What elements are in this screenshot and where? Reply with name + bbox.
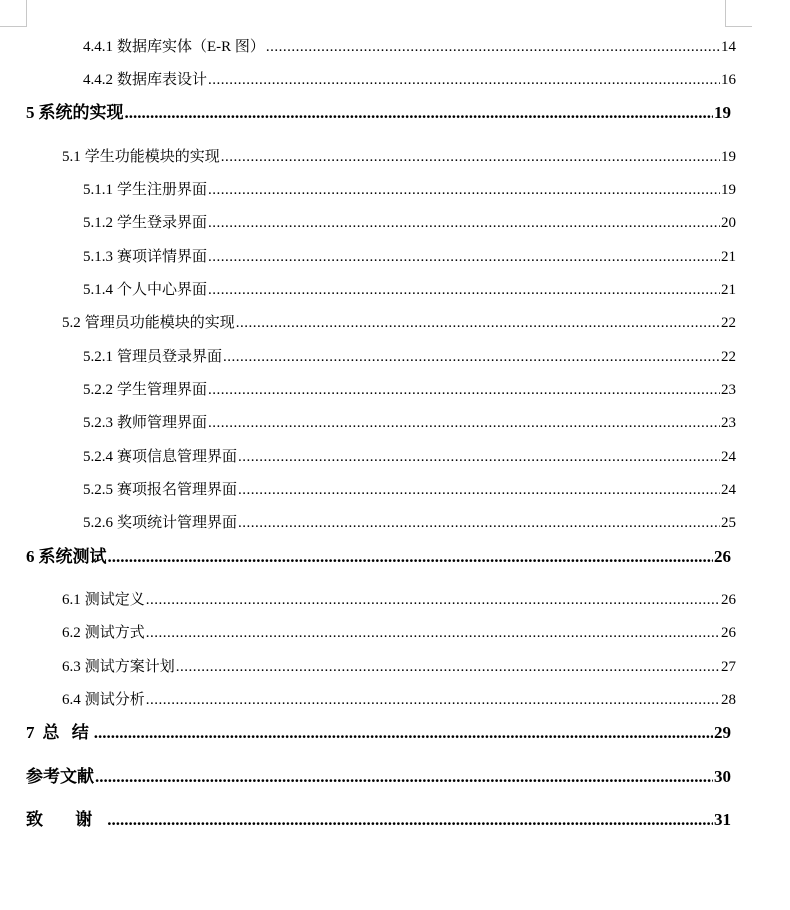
toc-entry-label bbox=[83, 512, 237, 534]
toc-entry-label bbox=[83, 412, 207, 434]
toc-entry-page: 21 bbox=[721, 282, 736, 298]
toc-entry-title: 个人中心界面 bbox=[117, 282, 208, 298]
dot-leader bbox=[107, 809, 713, 831]
toc-entry-page: 26 bbox=[721, 625, 736, 641]
dot-leader bbox=[208, 246, 720, 268]
toc-entry[interactable] bbox=[83, 379, 736, 401]
toc-entry-title: 总 结 bbox=[42, 723, 93, 742]
toc-entry[interactable] bbox=[83, 36, 736, 58]
dot-leader bbox=[208, 279, 720, 301]
toc-chapter-entry[interactable] bbox=[26, 102, 731, 124]
toc-entry-number: 5.2.5 bbox=[83, 482, 113, 498]
toc-entry[interactable] bbox=[83, 512, 736, 534]
toc-entry-page: 14 bbox=[721, 39, 736, 55]
toc-entry[interactable] bbox=[83, 446, 736, 468]
toc-entry-title: 奖项统计管理界面 bbox=[117, 515, 238, 531]
toc-entry[interactable] bbox=[83, 346, 736, 368]
toc-entry-number: 6 bbox=[26, 547, 35, 566]
dot-leader bbox=[125, 102, 714, 124]
dot-leader bbox=[238, 446, 720, 468]
toc-entry-title: 参考文献 bbox=[26, 767, 94, 786]
toc-entry-label bbox=[83, 279, 207, 301]
toc-entry-label bbox=[26, 102, 124, 124]
toc-chapter-entry[interactable] bbox=[26, 546, 731, 568]
toc-entry-page: 23 bbox=[721, 382, 736, 398]
toc-entry-number: 6.2 bbox=[62, 625, 81, 641]
toc-entry-number: 5.1.3 bbox=[83, 249, 113, 265]
toc-entry-label bbox=[26, 809, 106, 831]
toc-entry-title: 系统测试 bbox=[38, 547, 107, 566]
toc-entry-number: 5.1 bbox=[62, 149, 81, 165]
toc-entry-page: 20 bbox=[721, 215, 736, 231]
toc-entry-label bbox=[62, 689, 145, 711]
dot-leader bbox=[146, 589, 720, 611]
toc-entry-title: 数据库实体（E-R 图） bbox=[117, 39, 265, 55]
dot-leader bbox=[108, 546, 714, 568]
toc-entry-number: 5.2.3 bbox=[83, 415, 113, 431]
toc-entry-page: 16 bbox=[721, 72, 736, 88]
toc-entry-page: 19 bbox=[721, 182, 736, 198]
toc-entry-label bbox=[83, 446, 237, 468]
toc-entry-number: 5.1.1 bbox=[83, 182, 113, 198]
dot-leader bbox=[208, 69, 720, 91]
toc-entry-title: 赛项信息管理界面 bbox=[117, 449, 238, 465]
toc-entry-label bbox=[83, 246, 207, 268]
toc-entry-label bbox=[83, 479, 237, 501]
toc-entry-title: 测试分析 bbox=[84, 692, 145, 708]
toc-entry-page: 27 bbox=[721, 659, 736, 675]
toc-entry-number: 5.2.6 bbox=[83, 515, 113, 531]
toc-entry-number: 5 bbox=[26, 103, 35, 122]
dot-leader bbox=[221, 146, 720, 168]
toc-entry-label bbox=[83, 36, 265, 58]
toc-entry-title: 教师管理界面 bbox=[117, 415, 208, 431]
toc-entry-number: 5.1.2 bbox=[83, 215, 113, 231]
dot-leader bbox=[208, 179, 720, 201]
toc-entry-page: 26 bbox=[721, 592, 736, 608]
toc-entry-title: 数据库表设计 bbox=[117, 72, 208, 88]
toc-entry-label bbox=[62, 312, 235, 334]
toc-entry-page: 29 bbox=[714, 723, 731, 742]
toc-entry-page: 25 bbox=[721, 515, 736, 531]
toc-entry-page: 24 bbox=[721, 482, 736, 498]
toc-entry-label bbox=[83, 212, 207, 234]
toc-entry-page: 22 bbox=[721, 315, 736, 331]
toc-entry-label bbox=[26, 722, 93, 744]
toc-entry-number: 6.1 bbox=[62, 592, 81, 608]
dot-leader bbox=[208, 212, 720, 234]
toc-entry[interactable] bbox=[83, 69, 736, 91]
toc-entry-page: 21 bbox=[721, 249, 736, 265]
toc-entry-page: 28 bbox=[721, 692, 736, 708]
toc-entry-label bbox=[83, 69, 207, 91]
toc-entry[interactable] bbox=[83, 479, 736, 501]
toc-entry[interactable] bbox=[83, 279, 736, 301]
dot-leader bbox=[176, 656, 720, 678]
dot-leader bbox=[238, 479, 720, 501]
toc-entry-page: 24 bbox=[721, 449, 736, 465]
dot-leader bbox=[146, 622, 720, 644]
toc-entry-page: 23 bbox=[721, 415, 736, 431]
dot-leader bbox=[223, 346, 720, 368]
toc-entry-title: 致 谢 bbox=[26, 810, 107, 829]
page-corner-mark-top-left bbox=[0, 0, 27, 27]
toc-entry-title: 赛项报名管理界面 bbox=[117, 482, 238, 498]
dot-leader bbox=[236, 312, 720, 334]
toc-entry-page: 30 bbox=[714, 767, 731, 786]
toc-entry-page: 22 bbox=[721, 349, 736, 365]
toc-entry[interactable] bbox=[62, 656, 736, 678]
toc-entry-number: 6.3 bbox=[62, 659, 81, 675]
toc-entry-number: 5.1.4 bbox=[83, 282, 113, 298]
dot-leader bbox=[238, 512, 720, 534]
toc-entry-label bbox=[62, 589, 145, 611]
toc-entry-title: 测试定义 bbox=[84, 592, 145, 608]
toc-entry[interactable] bbox=[83, 212, 736, 234]
toc-entry-number: 5.2.2 bbox=[83, 382, 113, 398]
toc-entry[interactable] bbox=[62, 589, 736, 611]
toc-entry-title: 学生管理界面 bbox=[117, 382, 208, 398]
toc-entry[interactable] bbox=[62, 146, 736, 168]
toc-entry[interactable] bbox=[83, 246, 736, 268]
toc-entry-page: 19 bbox=[714, 103, 731, 122]
toc-entry-title: 学生登录界面 bbox=[117, 215, 208, 231]
toc-entry[interactable] bbox=[62, 312, 736, 334]
dot-leader bbox=[95, 766, 713, 788]
toc-entry-title: 学生功能模块的实现 bbox=[84, 149, 220, 165]
page-corner-mark-top-right bbox=[725, 0, 752, 27]
toc-entry-number: 5.2 bbox=[62, 315, 81, 331]
toc-entry-title: 管理员登录界面 bbox=[117, 349, 223, 365]
dot-leader bbox=[208, 412, 720, 434]
toc-entry-number: 5.2.4 bbox=[83, 449, 113, 465]
toc-entry-number: 4.4.1 bbox=[83, 39, 113, 55]
toc-entry-number: 7 bbox=[26, 723, 39, 742]
toc-entry-title: 赛项详情界面 bbox=[117, 249, 208, 265]
toc-entry-title: 管理员功能模块的实现 bbox=[84, 315, 235, 331]
toc-entry[interactable] bbox=[83, 179, 736, 201]
toc-entry-label bbox=[83, 179, 207, 201]
toc-entry-label bbox=[26, 546, 107, 568]
toc-entry-label bbox=[62, 146, 220, 168]
toc-entry-title: 测试方案计划 bbox=[84, 659, 175, 675]
toc-entry-label bbox=[62, 656, 175, 678]
dot-leader bbox=[146, 689, 720, 711]
toc-entry-label bbox=[83, 379, 207, 401]
toc-entry[interactable] bbox=[83, 412, 736, 434]
toc-entry[interactable] bbox=[62, 689, 736, 711]
toc-entry-title: 学生注册界面 bbox=[117, 182, 208, 198]
toc-entry-title: 系统的实现 bbox=[38, 103, 124, 122]
toc-chapter-entry[interactable] bbox=[26, 722, 731, 744]
toc-entry-number: 6.4 bbox=[62, 692, 81, 708]
dot-leader bbox=[94, 722, 713, 744]
dot-leader bbox=[266, 36, 720, 58]
dot-leader bbox=[208, 379, 720, 401]
toc-entry-number: 5.2.1 bbox=[83, 349, 113, 365]
toc-entry-page: 31 bbox=[714, 810, 731, 829]
toc-entry-title: 测试方式 bbox=[84, 625, 145, 641]
toc-entry-page: 26 bbox=[714, 547, 731, 566]
toc-entry-label bbox=[83, 346, 222, 368]
toc-entry-label bbox=[62, 622, 145, 644]
toc-chapter-entry[interactable] bbox=[26, 766, 731, 788]
toc-entry-label bbox=[26, 766, 94, 788]
toc-chapter-entry[interactable] bbox=[26, 809, 731, 831]
toc-entry-page: 19 bbox=[721, 149, 736, 165]
toc-entry-number: 4.4.2 bbox=[83, 72, 113, 88]
toc-entry[interactable] bbox=[62, 622, 736, 644]
